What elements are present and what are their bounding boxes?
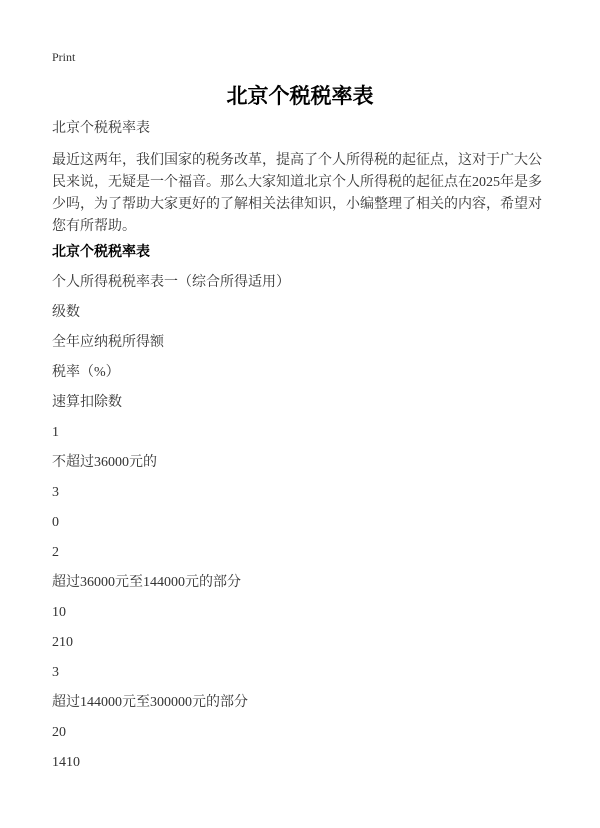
row-income: 超过36000元至144000元的部分 [52,575,241,590]
row-deduction: 0 [52,515,59,530]
col-header-level: 级数 [52,305,80,320]
col-header-deduction: 速算扣除数 [52,395,122,410]
print-link[interactable]: Print [52,50,76,64]
row-income: 超过144000元至300000元的部分 [52,695,248,710]
row-level: 2 [52,545,59,560]
row-rate: 20 [52,725,66,740]
row-deduction: 1410 [52,755,80,770]
row-rate: 10 [52,605,66,620]
row-income: 不超过36000元的 [52,455,157,470]
intro-paragraph: 最近这两年，我们国家的税务改革，提高了个人所得税的起征点，这对于广大公民来说，无疑是一个福音。那么大家知道北京个人所得税的起征点在2025年是多少吗，为了帮助大家更好的了解相关法律知识，小编整理了相关的内容，希望对您有所帮助。 [52,153,542,234]
col-header-income: 全年应纳税所得额 [52,335,164,350]
table-title: 个人所得税税率表一（综合所得适用） [52,275,290,290]
article-subtitle: 北京个税税率表 [52,121,150,136]
row-level: 3 [52,665,59,680]
row-rate: 3 [52,485,59,500]
section-heading: 北京个税税率表 [52,245,150,260]
page-title: 北京个税税率表 [226,84,374,108]
row-level: 1 [52,425,59,440]
col-header-rate: 税率（%） [52,365,120,380]
row-deduction: 210 [52,635,73,650]
